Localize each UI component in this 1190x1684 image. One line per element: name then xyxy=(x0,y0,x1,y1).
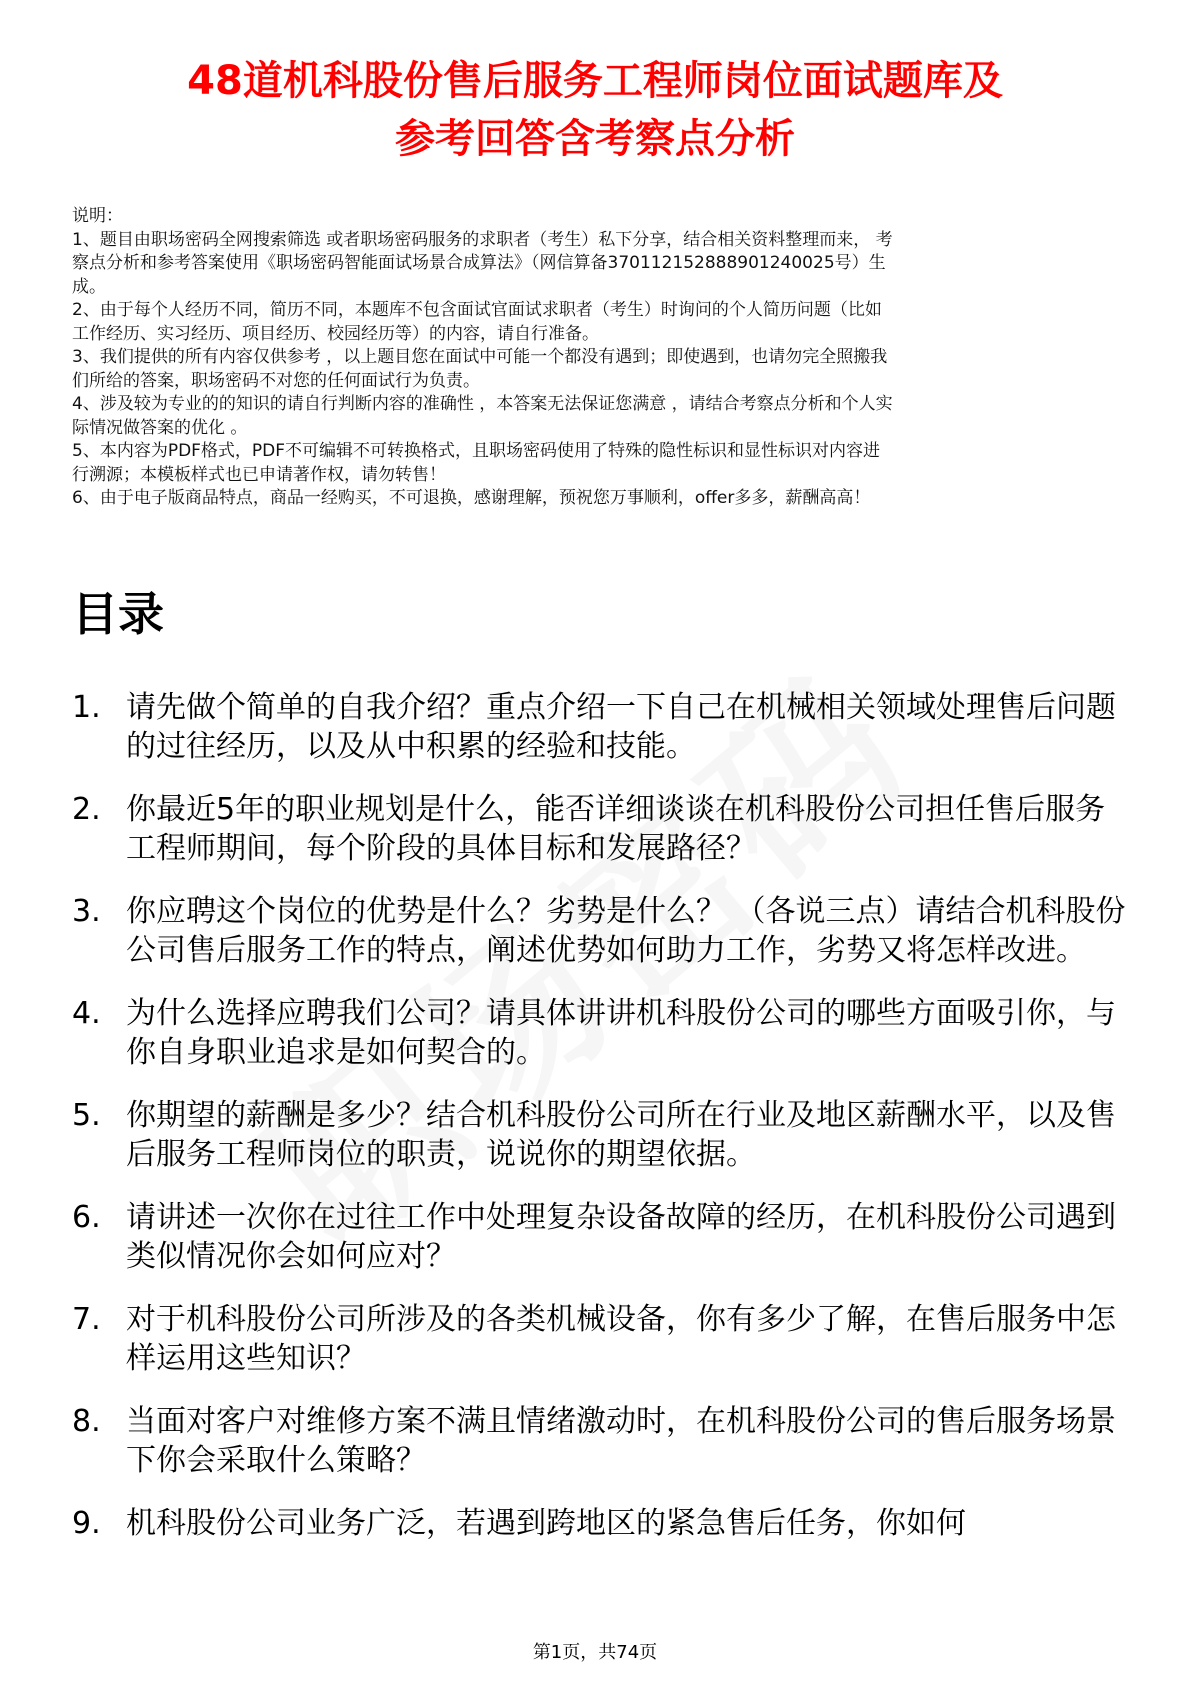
note-item: 1、题目由职场密码全网搜索筛选 或者职场密码服务的求职者（考生）私下分享，结合相关资料整理而来， 考 察点分析和参考答案使用《职场密码智能面试场景合成算法》（网信算备370112152888901240025号）生 成。 xyxy=(72,229,893,297)
toc-item[interactable] xyxy=(72,1300,1132,1378)
toc-item-text: 你期望的薪酬是多少？结合机科股份公司所在行业及地区薪酬水平，以及售后服务工程师岗位的职责，说说你的期望依据。 xyxy=(126,1098,1116,1172)
toc-item-number: 8. xyxy=(72,1404,101,1439)
toc-item-number: 5. xyxy=(72,1098,101,1133)
toc-item-text: 对于机科股份公司所涉及的各类机械设备，你有多少了解，在售后服务中怎样运用这些知识？ xyxy=(126,1302,1116,1376)
title-line-1: 48道机科股份售后服务工程师岗位面试题库及 xyxy=(187,58,1003,104)
toc-item-number: 4. xyxy=(72,996,101,1031)
toc-item-number: 2. xyxy=(72,792,101,827)
toc-item-text: 机科股份公司业务广泛，若遇到跨地区的紧急售后任务，你如何 xyxy=(126,1506,966,1541)
toc-item-number: 6. xyxy=(72,1200,101,1235)
toc-item[interactable] xyxy=(72,1504,1132,1543)
toc-item[interactable] xyxy=(72,1096,1132,1174)
page-footer: 第1页，共74页 xyxy=(532,1642,658,1663)
note-item: 3、我们提供的所有内容仅供参考 ，以上题目您在面试中可能一个都没有遇到；即使遇到，也请勿完全照搬我 们所给的答案，职场密码不对您的任何面试行为负责。 xyxy=(72,347,888,391)
toc-item[interactable] xyxy=(72,892,1132,970)
toc-item-text: 你最近5年的职业规划是什么，能否详细谈谈在机科股份公司担任售后服务工程师期间，每个阶段的具体目标和发展路径？ xyxy=(126,792,1106,866)
toc-item[interactable] xyxy=(72,688,1132,766)
page-title xyxy=(60,52,1130,168)
toc-item-text: 当面对客户对维修方案不满且情绪激动时，在机科股份公司的售后服务场景下你会采取什么策略？ xyxy=(126,1404,1116,1478)
toc-item[interactable] xyxy=(72,1402,1132,1480)
toc-item[interactable] xyxy=(72,790,1132,868)
toc-item-text: 请先做个简单的自我介绍？重点介绍一下自己在机械相关领域处理售后问题的过往经历，以及从中积累的经验和技能。 xyxy=(126,690,1116,764)
note-item: 2、由于每个人经历不同，简历不同，本题库不包含面试官面试求职者（考生）时询问的个人简历问题（比如 工作经历、实习经历、项目经历、校园经历等）的内容，请自行准备。 xyxy=(72,300,882,344)
toc-item-number: 3. xyxy=(72,894,101,929)
title-line-2: 参考回答含考察点分析 xyxy=(395,116,795,162)
toc-item-text: 为什么选择应聘我们公司？请具体讲讲机科股份公司的哪些方面吸引你，与你自身职业追求是如何契合的。 xyxy=(126,996,1116,1070)
notes-section xyxy=(72,205,1122,511)
toc-item-number: 9. xyxy=(72,1506,101,1541)
toc-list xyxy=(72,688,1132,1567)
note-item: 6、由于电子版商品特点，商品一经购买，不可退换，感谢理解，预祝您万事顺利，offer多多，薪酬高高！ xyxy=(72,488,871,508)
toc-item-number: 7. xyxy=(72,1302,101,1337)
note-item: 5、本内容为PDF格式，PDF不可编辑不可转换格式，且职场密码使用了特殊的隐性标识和显性标识对内容进 行溯源；本模板样式也已申请著作权，请勿转售！ xyxy=(72,441,881,485)
toc-item-number: 1. xyxy=(72,690,101,725)
notes-heading: 说明： xyxy=(72,206,123,226)
toc-item[interactable] xyxy=(72,994,1132,1072)
toc-item[interactable] xyxy=(72,1198,1132,1276)
note-item: 4、涉及较为专业的的知识的请自行判断内容的准确性 ，本答案无法保证您满意 ，请结合考察点分析和个人实 际情况做答案的优化 。 xyxy=(72,394,893,438)
toc-item-text: 请讲述一次你在过往工作中处理复杂设备故障的经历，在机科股份公司遇到类似情况你会如何应对？ xyxy=(126,1200,1116,1274)
toc-item-text: 你应聘这个岗位的优势是什么？劣势是什么？ （各说三点）请结合机科股份公司售后服务工作的特点，阐述优势如何助力工作，劣势又将怎样改进。 xyxy=(126,894,1126,968)
toc-heading: 目录 xyxy=(72,587,164,641)
